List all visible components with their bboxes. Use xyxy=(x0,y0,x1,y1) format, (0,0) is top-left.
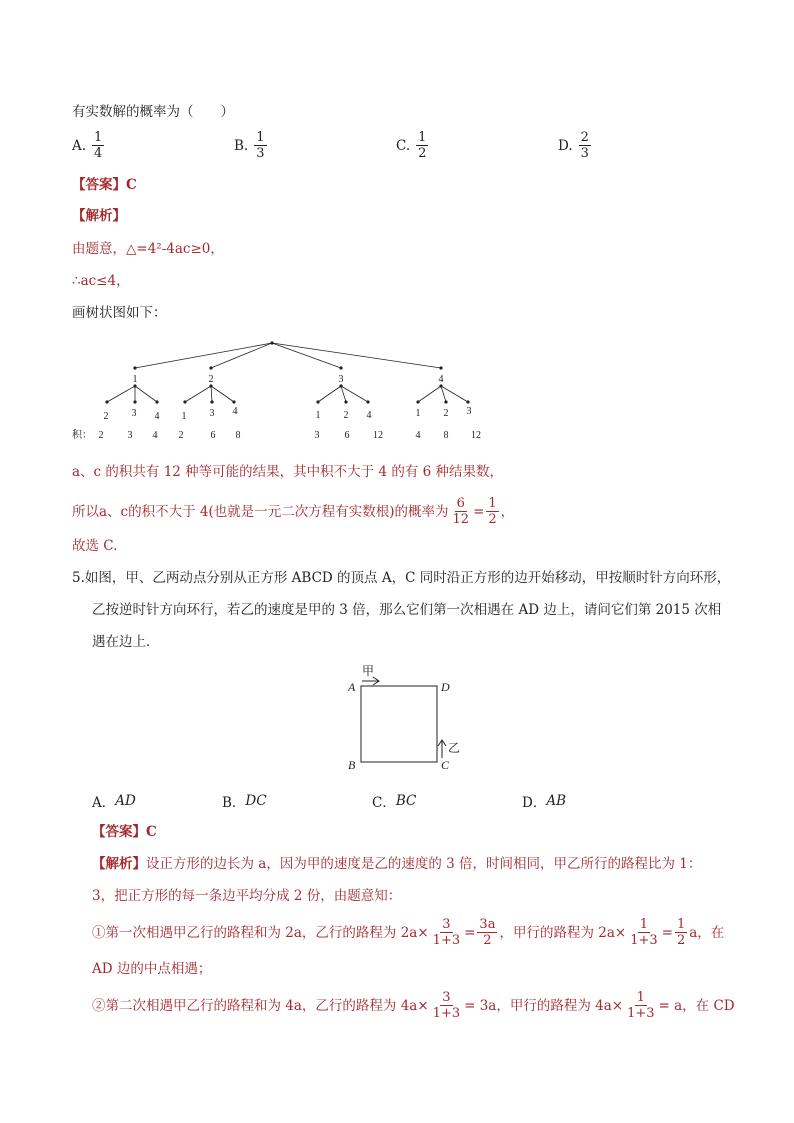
tree-l1-label: 4 xyxy=(438,374,444,385)
q5-step1: ①第一次相遇甲乙行的路程和为 2a，乙行的路程为 2a× $\frac{3}{1+3}$ = $\frac{3a}{2}$ ，甲行的路程为 2a× $\frac{1}{1+3}$ = $\frac{1}{2}$ a，在 xyxy=(92,917,725,948)
tree-product: 6 xyxy=(210,430,216,441)
vertex-d-label: D xyxy=(441,680,450,694)
q4-conclusion: 故选 C. xyxy=(72,538,118,554)
tree-l2-label: 2 xyxy=(103,411,109,422)
q4-option-b[interactable] xyxy=(234,130,269,161)
tree-diagram xyxy=(0,330,794,445)
tree-l1-label: 2 xyxy=(208,374,214,385)
tree-l2-label: 2 xyxy=(443,408,449,419)
tree-l2-label: 1 xyxy=(415,408,421,419)
tree-product: 2 xyxy=(178,430,184,441)
q5-step1-line2: AD 边的中点相遇； xyxy=(92,961,212,977)
vertex-b-label: B xyxy=(348,758,356,772)
option-label: D. xyxy=(558,137,573,154)
q5-stem-line2: 乙按逆时针方向环行，若乙的速度是甲的 3 倍，那么它们第一次相遇在 AD 边上，请问它们第 2015 次相 xyxy=(92,602,722,618)
option-fraction: $\frac{1}{3}$ xyxy=(256,130,265,161)
q5-option-b[interactable]: B． DC xyxy=(222,793,267,811)
q5-answer: 【答案】C xyxy=(92,824,157,840)
option-label: C. xyxy=(396,137,411,154)
q5-step2: ②第二次相遇甲乙行的路程和为 4a，乙行的路程为 4a× $\frac{3}{1+3}$ = 3a，甲行的路程为 4a× $\frac{1}{1+3}$ = a，在 CD xyxy=(92,990,735,1021)
q5-analysis-line2: 3，把正方形的每一条边平均分成 2 份，由题意知： xyxy=(92,888,402,904)
q4-option-c[interactable] xyxy=(396,130,430,161)
option-fraction: $\frac{2}{3}$ xyxy=(580,130,589,161)
tree-product: 8 xyxy=(443,430,449,441)
tree-product: 12 xyxy=(373,430,383,441)
q4-analysis-label: 【解析】 xyxy=(72,208,126,224)
q4-option-a[interactable] xyxy=(72,130,106,161)
jia-label: 甲 xyxy=(362,664,375,678)
tree-product: 3 xyxy=(127,430,133,441)
tree-l2-label: 3 xyxy=(209,408,215,419)
tree-product: 8 xyxy=(235,430,241,441)
q5-stem-line3: 遇在边上． xyxy=(92,634,160,650)
q5-option-a[interactable]: A． AD xyxy=(92,793,136,811)
q4-stem: 有实数解的概率为（ ） xyxy=(72,104,234,120)
tree-product: 4 xyxy=(415,430,421,441)
tree-product: 2 xyxy=(98,430,104,441)
option-fraction: $\frac{1}{4}$ xyxy=(94,130,103,161)
option-label: A. xyxy=(72,137,87,154)
tree-product: 6 xyxy=(344,430,350,441)
tree-product-label: 积： xyxy=(72,430,92,441)
tree-l2-label: 2 xyxy=(343,410,349,421)
option-fraction: $\frac{1}{2}$ xyxy=(418,130,427,161)
vertex-c-label: C xyxy=(441,758,450,772)
q4-line2: ∴ac≤4， xyxy=(72,273,130,289)
q4-result2: 所以a、c的积不大于 4(也就是一元二次方程有实数根)的概率为 $\frac{6}{12}$ = $\frac{1}{2}$ ， xyxy=(72,496,515,527)
q4-result1: a、c 的积共有 12 种等可能的结果，其中积不大于 4 的有 6 种结果数， xyxy=(72,464,504,480)
q5-stem-line1: 5.如图，甲、乙两动点分别从正方形 ABCD 的顶点 A，C 同时沿正方形的边开始移动，甲按顺时针方向环形， xyxy=(72,570,731,586)
tree-l1-label: 1 xyxy=(132,374,138,385)
tree-l2-label: 3 xyxy=(466,406,472,417)
tree-l1-label: 3 xyxy=(338,374,344,385)
option-label: B. xyxy=(234,137,249,154)
q5-option-c[interactable]: C． BC xyxy=(372,793,417,811)
tree-l2-label: 4 xyxy=(154,411,160,422)
yi-label: 乙 xyxy=(448,741,461,755)
square-figure xyxy=(340,660,480,780)
tree-root-dot xyxy=(270,341,273,344)
q4-option-d[interactable] xyxy=(558,130,593,161)
q4-line1: 由题意，△=4²-4ac≥0， xyxy=(72,241,224,257)
tree-product: 12 xyxy=(471,430,481,441)
tree-l2-label: 4 xyxy=(366,410,372,421)
tree-l2-label: 3 xyxy=(131,408,137,419)
q5-option-d[interactable]: D． AB xyxy=(522,793,566,811)
q4-answer: 【答案】C xyxy=(72,177,137,193)
tree-l2-label: 1 xyxy=(181,411,187,422)
vertex-a-label: A xyxy=(348,680,356,694)
q5-analysis-line1: 【解析】设正方形的边长为 a，因为甲的速度是乙的速度的 3 倍，时间相同，甲乙所行的路程比为 1： xyxy=(92,856,702,872)
tree-l2-label: 1 xyxy=(315,410,321,421)
tree-l2-label: 4 xyxy=(232,406,238,417)
q4-line3: 画树状图如下： xyxy=(72,305,167,321)
tree-product: 4 xyxy=(152,430,158,441)
tree-product: 3 xyxy=(314,430,320,441)
